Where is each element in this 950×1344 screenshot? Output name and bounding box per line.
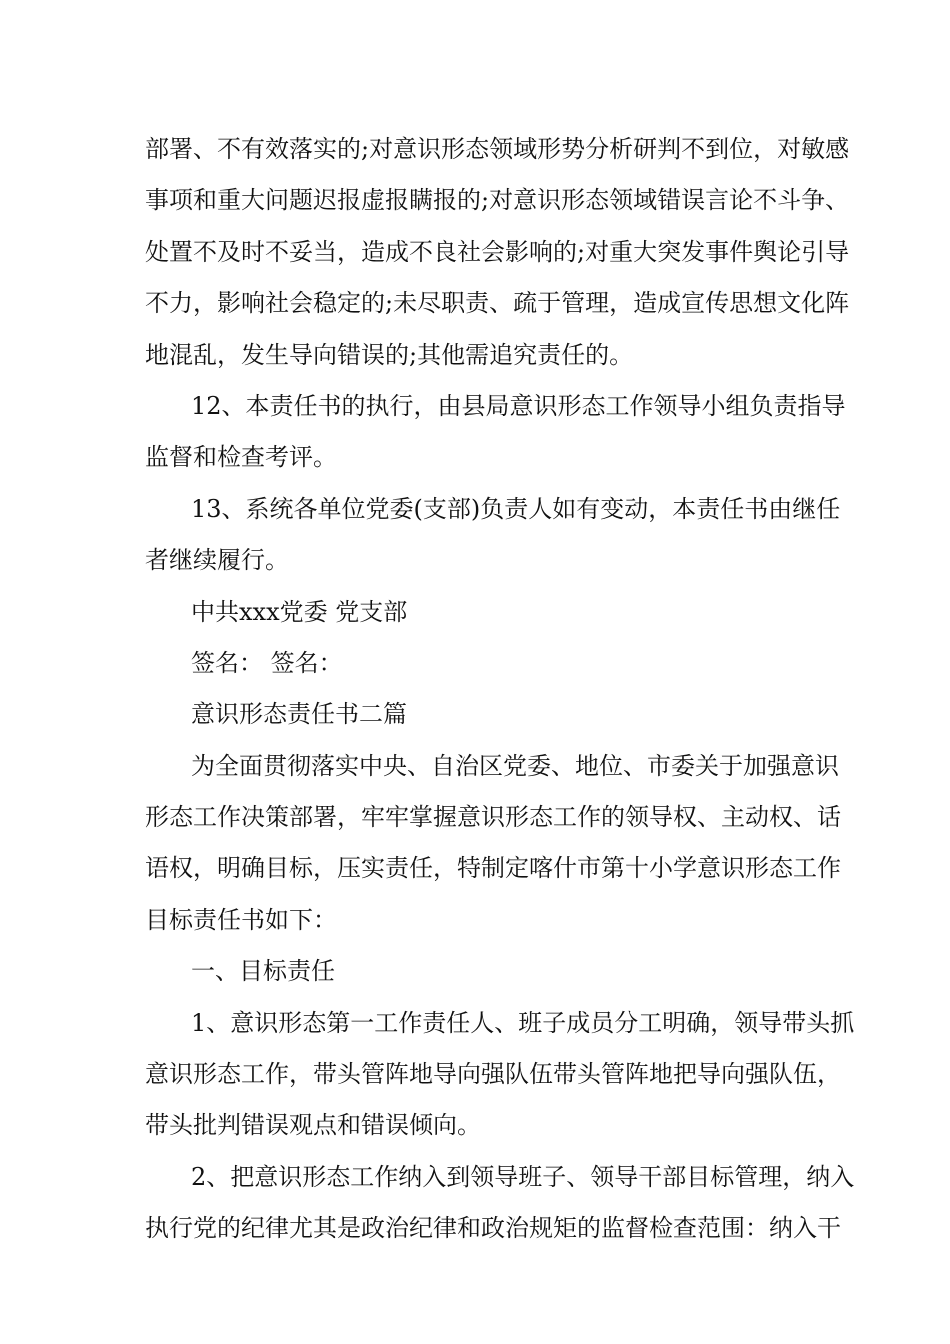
text-line: 1、意识形态第一工作责任人、班子成员分工明确，领导带头抓 <box>191 1008 855 1037</box>
text-line: 12、本责任书的执行，由县局意识形态工作领导小组负责指导 <box>191 391 846 420</box>
text-line: 语权，明确目标，压实责任，特制定喀什市第十小学意识形态工作 <box>145 854 841 883</box>
text-line: 一、目标责任 <box>191 957 335 986</box>
text-line: 事项和重大问题迟报虚报瞒报的;对意识形态领域错误言论不斗争、 <box>145 186 850 215</box>
text-line: 监督和检查考评。 <box>145 443 337 472</box>
text-line: 带头批判错误观点和错误倾向。 <box>145 1111 481 1140</box>
text-line: 2、把意识形态工作纳入到领导班子、领导干部目标管理，纳入 <box>191 1162 855 1191</box>
text-line: 不力，影响社会稳定的;未尽职责、疏于管理，造成宣传思想文化阵 <box>145 289 850 318</box>
text-line: 地混乱，发生导向错误的;其他需追究责任的。 <box>145 340 634 369</box>
text-line: 为全面贯彻落实中央、自治区党委、地位、市委关于加强意识 <box>191 751 839 780</box>
text-line: 13、系统各单位党委(支部)负责人如有变动，本责任书由继任 <box>191 494 841 523</box>
text-line: 执行党的纪律尤其是政治纪律和政治规矩的监督检查范围：纳入干 <box>145 1214 841 1243</box>
text-line: 部署、不有效落实的;对意识形态领域形势分析研判不到位，对敏感 <box>145 135 850 163</box>
text-line: 者继续履行。 <box>145 546 289 575</box>
text-line: 目标责任书如下： <box>145 905 337 934</box>
text-line: 形态工作决策部署，牢牢掌握意识形态工作的领导权、主动权、话 <box>145 803 841 832</box>
document-body <box>145 124 855 1255</box>
text-line: 处置不及时不妥当，造成不良社会影响的;对重大突发事件舆论引导 <box>145 237 850 266</box>
text-line: 中共xxx党委 党支部 <box>191 597 408 626</box>
text-line: 意识形态工作，带头管阵地导向强队伍带头管阵地把导向强队伍， <box>145 1060 841 1089</box>
text-line: 意识形态责任书二篇 <box>191 700 407 729</box>
text-line: 签名： 签名： <box>191 648 343 677</box>
